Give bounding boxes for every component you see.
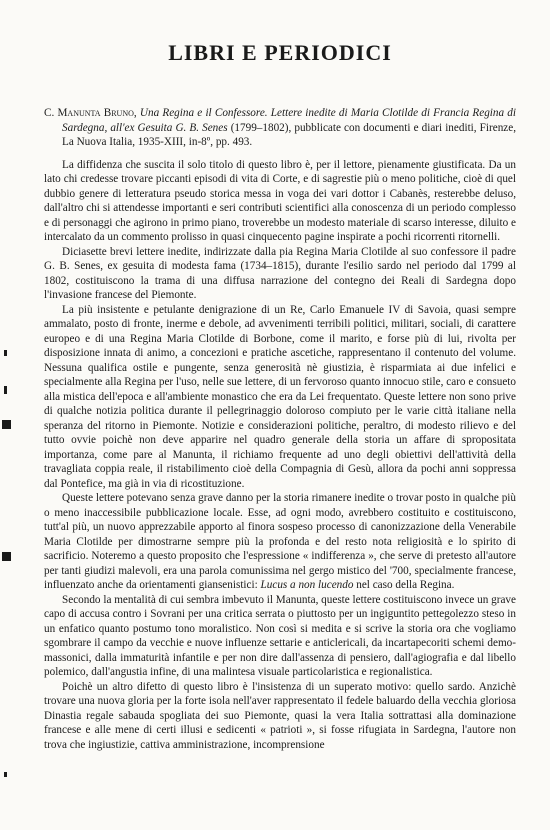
- margin-mark: [4, 350, 7, 356]
- body-paragraph: [44, 158, 516, 245]
- page-title: LIBRI E PERIODICI: [168, 40, 392, 65]
- bibliographic-reference: [44, 106, 516, 150]
- body-paragraph: [44, 680, 516, 753]
- margin-mark: [2, 552, 11, 561]
- margin-mark: [4, 772, 7, 777]
- margin-mark: [2, 420, 11, 429]
- paragraph-text: La più insistente e petulante denigrazione di un Re, Carlo Emanuele IV di Savoia, quasi sempre ammalato, posto di fronte, inerme e debole, ad avvenimenti terribili politici, militari, sociali, di carattere europeo e di una Regina Maria Clotilde di Borbone, come il marito, e forse più di lui, rivolta per disposizione innata di animo, a concezioni e pratiche ascetiche, rappresentano il contenuto del volume. Nessuna qualifica ostile e pungente, senza generosità nè giustizia, è risparmiata ai due infelici e specialmente alla Regina per l'uso, nelle sue lettere, di un fervoroso quanto innocuo stile, caro e consueto alla mistica dell'epoca e all'ambiente monastico che era da Lei frequentato. Queste lettere non sono prive di qualche notizia politica durante il pellegrinaggio doloroso compiuto per le varie città italiane nella speranza del ritorno in Piemonte. Notizie e considerazioni politiche, peraltro, di modesto rilievo e del tutto ovvie poichè non deve apparire nel quadro generale della storia un affare di spropositata importanza, come pare al Manunta, il richiamo frequente ad uno degli obiettivi dell'attività della travagliata coppia reale, il ristabilimento cioè della Compagnia di Gesù, allora da pochi anni soppressa dal Pontefice, ma già in via di ricostituzione.: [44, 303, 516, 490]
- body-paragraph: [44, 245, 516, 303]
- paragraph-text: Secondo la mentalità di cui sembra imbevuto il Manunta, queste lettere costituiscono invece un grave capo di accusa contro i Sovrani per una critica serrata o piuttosto per un ingiguntito pettegolezzo steso in un enfatico quanto postumo tono moralistico. Non così si medita e si scrive la storia ora che vogliamo sgombrare il campo da vecchie e nuove influenze settarie e anticlericali, da incartapecoriti schemi demo-massonici, dalla immaturità infantile e per non dire dall'assenza di pensiero, dall'agiografia e dal libello polemico, dall'angustia infine, di una malintesa visuale particolaristica e regionalistica.: [44, 593, 516, 678]
- page-content: [44, 40, 516, 752]
- paragraph-text: Poichè un altro difetto di questo libro è l'insistenza di un superato motivo: quello sardo. Anzichè trovare una nuova gloria per la forte isola nell'aver rappresentato il fedele baluardo della vecchia gloriosa Dinastia regale sabauda spogliata dei suo Piemonte, quasi la vera Italia sottrattasi alla dominazione francese e alle mene di certi illusi e sedicenti « patrioti », si fosse rifugiata in Sardegna, l'autore non trova che ingiustizie, cattiva amministrazione, incomprensione: [44, 680, 516, 751]
- paragraph-text: nel caso della Regina.: [353, 579, 455, 591]
- body-paragraph: [44, 303, 516, 492]
- italic-phrase: Lucus a non lucendo: [260, 579, 354, 591]
- review-body: [44, 158, 516, 753]
- body-paragraph: [44, 593, 516, 680]
- reference-publication-details: (1799–1802), pubblicate con documenti e diari inediti, Firenze, La Nuova Italia, 1935-XIII, in-8º, pp. 493.: [62, 121, 517, 148]
- reference-author: C. Manunta Bruno,: [44, 107, 137, 119]
- reference-book-title: Una Regina e il Confessore. Lettere inedite di Maria Clotilde di Francia Regina di Sardegna, all'ex Gesuita G. B. Senes: [62, 107, 517, 134]
- margin-mark: [4, 386, 7, 394]
- paragraph-text: Queste lettere potevano senza grave danno per la storia rimanere inedite o trovar posto in qualche più o meno inaccessibile pubblicazione locale. Esse, ad ogni modo, avrebbero costituito e costituiscono, tutt'al più, un nuovo apprezzabile apporto al finora sospeso processo di canonizzazione della Venerabile Maria Clotilde per dimostrarne sempre più la profonda e del resto nota religiosità e lo spirito di sacrificio. Noteremo a questo proposito che l'espressione « indifferenza », che serve di pretesto all'autore per tanti giudizi malevoli, era una parola comunissima nel gergo mistico del '700, specialmente francese, influenzato anche da orientamenti giansenistici:: [44, 492, 516, 591]
- body-paragraph: [44, 491, 516, 593]
- paragraph-text: Diciasette brevi lettere inedite, indirizzate dalla pia Regina Maria Clotilde al suo confessore il padre G. B. Senes, ex gesuita di modesta fama (1734–1815), durante l'esilio sardo nel periodo dal 1799 al 1802, costituiscono la trama di una diffusa narrazione del contegno dei Reali di Sardegna dopo l'invasione francese del Piemonte.: [44, 245, 516, 301]
- paragraph-text: La diffidenza che suscita il solo titolo di questo libro è, per il lettore, pienamente giustificata. Da un lato chi credesse trovare piccanti episodi di vita di Corte, e di sagrestie più o meno politiche, cioè di quel dubbio genere di letteratura pseudo storica messa in voga dei vari dottor i Cabanès, resterebbe deluso, dall'altro chi si attendesse importanti e seri contributi scientifici alla conoscenza di un periodo complesso e di personaggi che agirono in primo piano, troverebbe un modesto materiale di scarso interesse, diluito e intercalato da un commento prolisso in quasi cinquecento pagine inspirate a pochi ricorrenti ritornelli.: [44, 158, 516, 243]
